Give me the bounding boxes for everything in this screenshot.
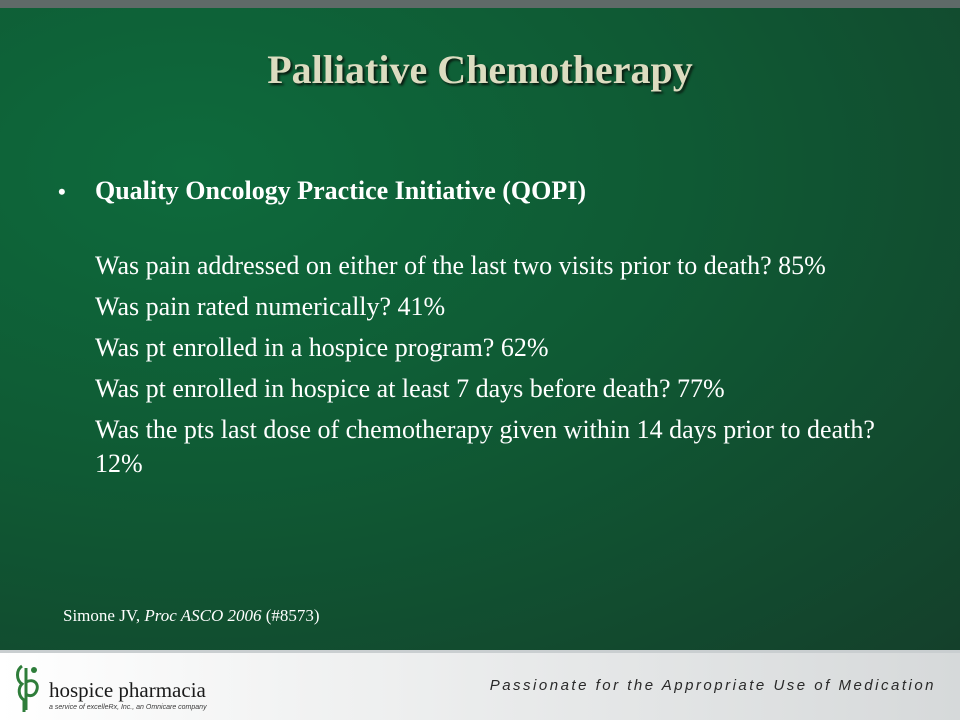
question-item: Was the pts last dose of chemotherapy given within 14 days prior to death? 12%: [95, 415, 875, 478]
citation-author: Simone JV,: [63, 606, 145, 625]
citation-source: Proc ASCO 2006: [144, 606, 262, 625]
question-item: Was pt enrolled in a hospice program? 62%: [95, 333, 549, 362]
logo-name: hospice pharmacia: [49, 678, 206, 702]
question-list: [58, 249, 908, 481]
slide-title: Palliative Chemotherapy: [267, 47, 693, 92]
bullet-dot-icon: •: [58, 179, 66, 204]
slide-content: [58, 176, 908, 488]
bullet-item: [58, 176, 908, 206]
logo-subtitle: a service of excelleRx, Inc., an Omnicare company: [49, 704, 207, 711]
hospice-pharmacia-logo-icon: [12, 660, 48, 716]
top-bar: [0, 0, 960, 8]
question-item: Was pain rated numerically? 41%: [95, 292, 446, 321]
citation: [63, 606, 320, 626]
bullet-text: Quality Oncology Practice Initiative (QOPI): [95, 176, 587, 205]
citation-ref: (#8573): [261, 606, 320, 625]
question-item: Was pt enrolled in hospice at least 7 days before death? 77%: [95, 374, 725, 403]
question-item: Was pain addressed on either of the last two visits prior to death? 85%: [95, 251, 826, 280]
footer-tagline: Passionate for the Appropriate Use of Medication: [489, 677, 936, 694]
company-logo: [12, 660, 212, 716]
